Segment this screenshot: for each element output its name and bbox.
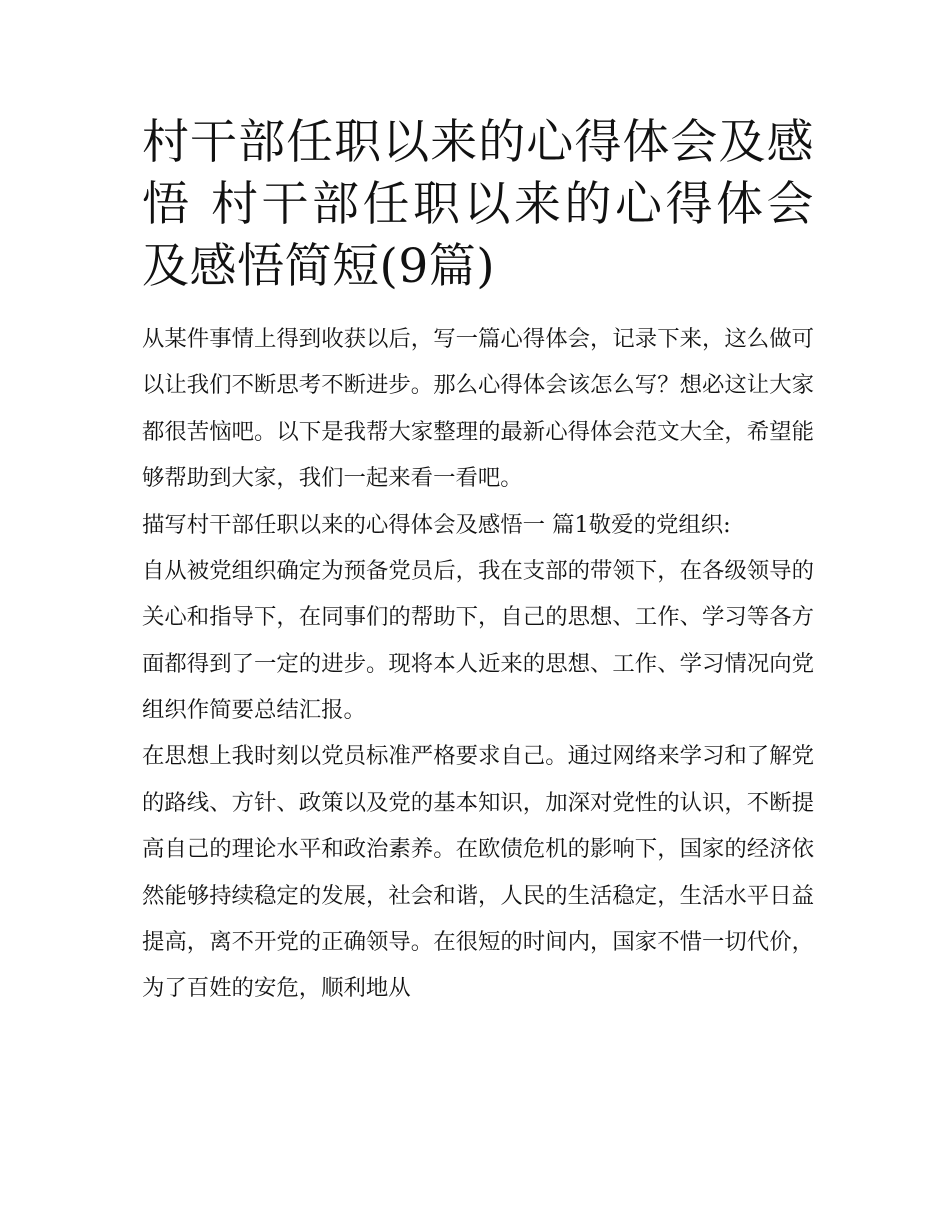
thought-paragraph: 在思想上我时刻以党员标准严格要求自己。通过网络来学习和了解党的路线、方针、政策以及党的基本知识，加深对党性的认识，不断提高自己的理论水平和政治素养。在欧债危机的影响下，国家的经济依然能够持续稳定的发展，社会和谐，人民的生活稳定，生活水平日益提高，离不开党的正确领导。在很短的时间内，国家不惜一切代价，为了百姓的安危，顺利地从 [142,743,814,1002]
document-page [142,112,814,1012]
document-body [142,316,814,1012]
document-title: 村干部任职以来的心得体会及感悟 村干部任职以来的心得体会及感悟简短(9篇) [142,115,814,295]
report-paragraph: 自从被党组织确定为预备党员后，我在支部的带领下，在各级领导的关心和指导下，在同事们的帮助下，自己的思想、工作、学习等各方面都得到了一定的进步。现将本人近来的思想、工作、学习情况向党组织作简要总结汇报。 [142,557,814,724]
intro-paragraph: 从某件事情上得到收获以后，写一篇心得体会，记录下来，这么做可以让我们不断思考不断进步。那么心得体会该怎么写？想必这让大家都很苦恼吧。以下是我帮大家整理的最新心得体会范文大全，希望能够帮助到大家，我们一起来看一看吧。 [142,326,814,492]
section-heading-paragraph: 描写村干部任职以来的心得体会及感悟一 篇1敬爱的党组织: [142,511,731,538]
